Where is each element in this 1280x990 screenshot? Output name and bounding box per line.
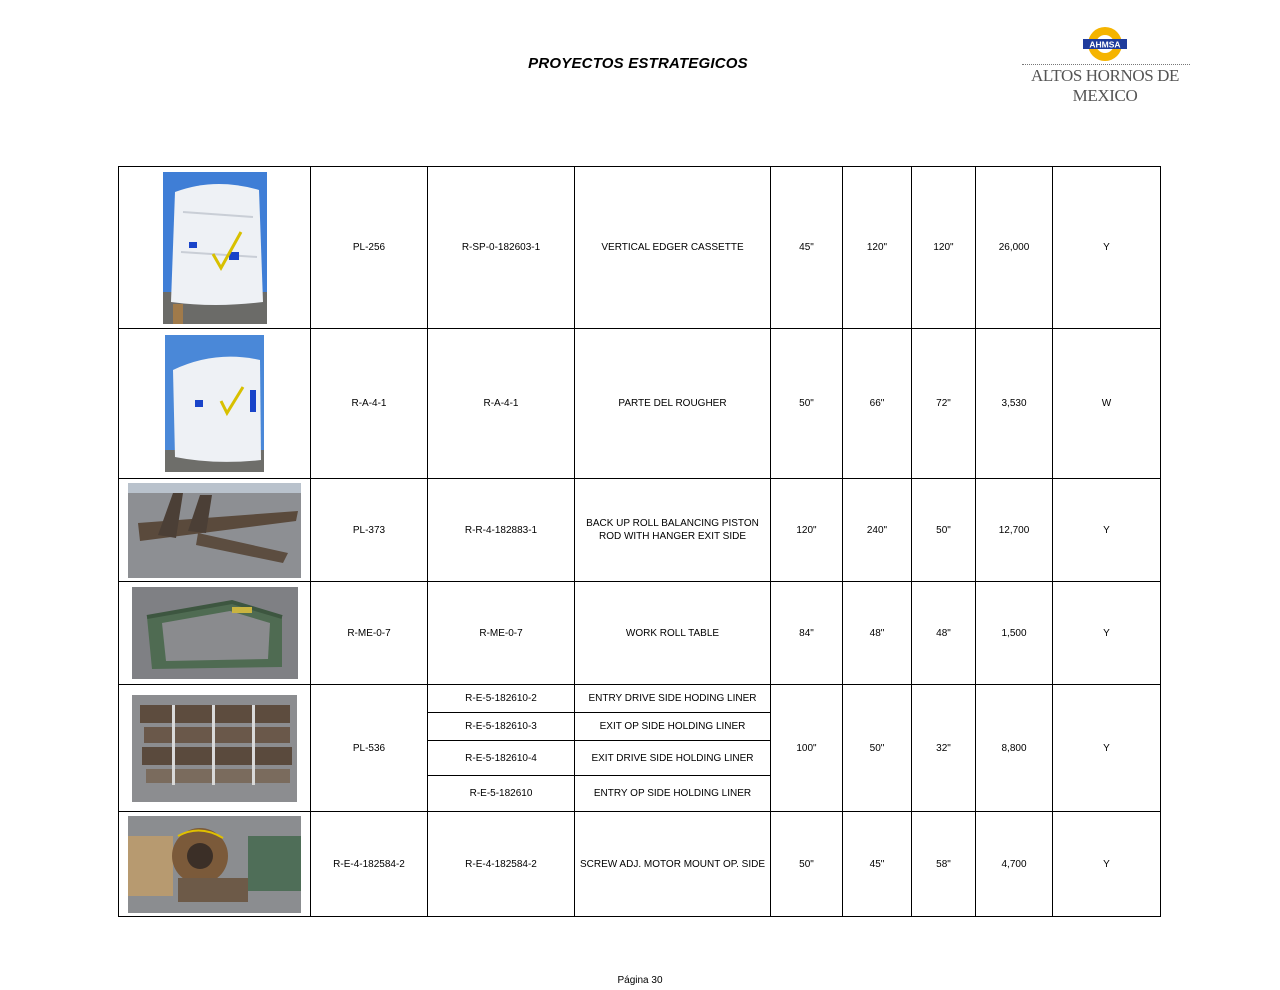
weight-cell: 4,700 [976,812,1053,917]
part-number-cell: R-R-4-182883-1 [428,479,575,582]
dimension-1-cell: 50" [771,812,843,917]
weight-cell: 1,500 [976,582,1053,685]
dimension-2-cell: 48" [843,582,912,685]
tag-cell: PL-536 [311,685,428,812]
dimension-2-cell: 50" [843,685,912,812]
page-number: Página 30 [617,975,663,986]
ahmsa-logo-mark [1080,24,1130,62]
dimension-2-cell: 120" [843,167,912,329]
flag-cell: W [1053,329,1161,479]
logo-divider [1022,64,1190,65]
dimension-2-cell: 45" [843,812,912,917]
motor-mount-photo [128,816,301,913]
dimension-1-cell: 100" [771,685,843,812]
flag-cell: Y [1053,812,1161,917]
table-row [119,329,1161,479]
weight-cell: 12,700 [976,479,1053,582]
description-cell: ENTRY DRIVE SIDE HODING LINER [575,685,771,713]
description-cell: BACK UP ROLL BALANCING PISTON ROD WITH HANGER EXIT SIDE [575,479,771,582]
item-photo-cell [119,685,311,812]
wrapped-rougher-part-photo [165,335,264,472]
item-photo-cell [119,329,311,479]
flag-cell: Y [1053,167,1161,329]
description-cell: PARTE DEL ROUGHER [575,329,771,479]
weight-cell: 8,800 [976,685,1053,812]
description-cell: EXIT OP SIDE HOLDING LINER [575,713,771,741]
item-photo-cell [119,479,311,582]
description-cell: SCREW ADJ. MOTOR MOUNT OP. SIDE [575,812,771,917]
wrapped-cassette-photo [163,172,267,324]
item-photo-cell [119,812,311,917]
part-number-cell: R-E-5-182610 [428,776,575,812]
flag-cell: Y [1053,685,1161,812]
part-number-cell: R-E-5-182610-4 [428,741,575,776]
logo-text: ALTOS HORNOS DE MEXICO [1031,66,1179,105]
page-title: PROYECTOS ESTRATEGICOS [528,55,748,72]
table-row [119,812,1161,917]
company-logo [1020,24,1195,105]
dimension-1-cell: 84" [771,582,843,685]
dimension-1-cell: 120" [771,479,843,582]
weight-cell: 26,000 [976,167,1053,329]
table-row [119,167,1161,329]
work-roll-table-photo [132,587,298,679]
dimension-3-cell: 120" [912,167,976,329]
dimension-2-cell: 66" [843,329,912,479]
logo-badge: AHMSA [1089,39,1121,50]
part-number-cell: R-ME-0-7 [428,582,575,685]
description-cell: EXIT DRIVE SIDE HOLDING LINER [575,741,771,776]
flag-cell: Y [1053,582,1161,685]
dimension-2-cell: 240" [843,479,912,582]
part-number-cell: R-E-5-182610-3 [428,713,575,741]
part-number-cell: R-E-4-182584-2 [428,812,575,917]
weight-cell: 3,530 [976,329,1053,479]
dimension-3-cell: 58" [912,812,976,917]
dimension-3-cell: 32" [912,685,976,812]
tag-cell: R-E-4-182584-2 [311,812,428,917]
dimension-3-cell: 48" [912,582,976,685]
dimension-3-cell: 50" [912,479,976,582]
item-photo-cell [119,582,311,685]
table-row [119,582,1161,685]
description-cell: VERTICAL EDGER CASSETTE [575,167,771,329]
tag-cell: R-A-4-1 [311,329,428,479]
dimension-1-cell: 50" [771,329,843,479]
item-photo-cell [119,167,311,329]
dimension-3-cell: 72" [912,329,976,479]
table-row [119,685,1161,713]
piston-rod-photo [128,483,301,578]
description-cell: WORK ROLL TABLE [575,582,771,685]
parts-table [118,166,1161,917]
dimension-1-cell: 45" [771,167,843,329]
part-number-cell: R-E-5-182610-2 [428,685,575,713]
tag-cell: PL-373 [311,479,428,582]
description-cell: ENTRY OP SIDE HOLDING LINER [575,776,771,812]
holding-liners-photo [132,695,297,802]
part-number-cell: R-SP-0-182603-1 [428,167,575,329]
flag-cell: Y [1053,479,1161,582]
part-number-cell: R-A-4-1 [428,329,575,479]
tag-cell: R-ME-0-7 [311,582,428,685]
table-row [119,479,1161,582]
tag-cell: PL-256 [311,167,428,329]
